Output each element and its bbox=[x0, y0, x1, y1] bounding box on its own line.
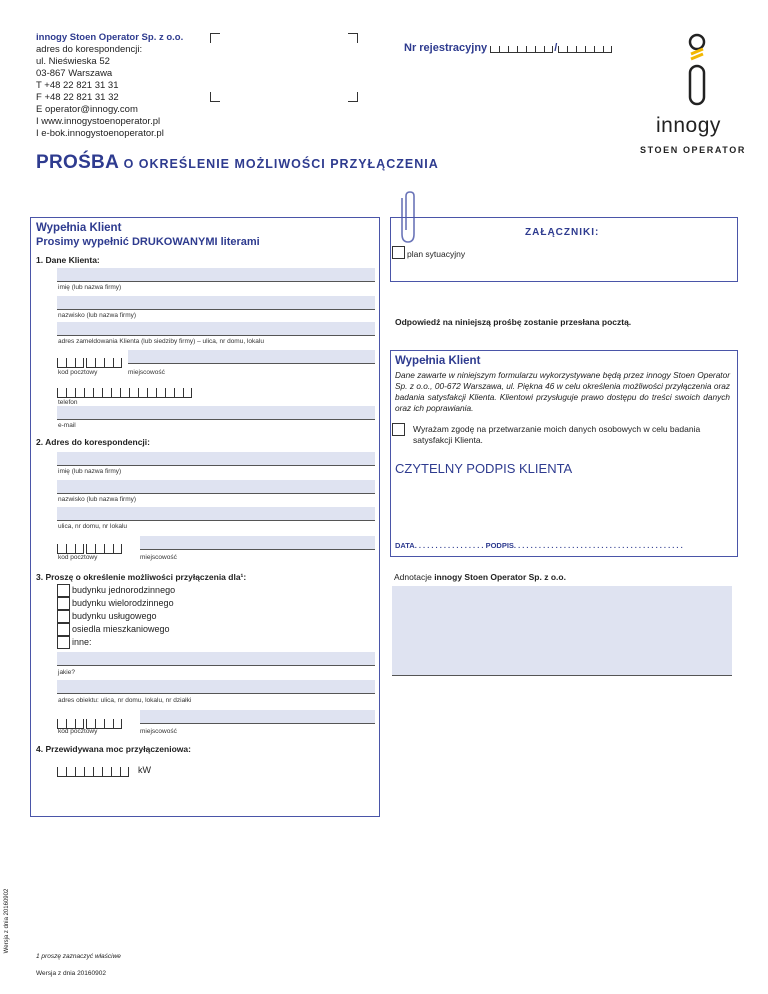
company-line: adres do korespondencji: bbox=[36, 44, 143, 55]
field-caption: adres zameldowania Klienta (lub siedziby firmy) – ulica, nr domu, lokalu bbox=[58, 338, 264, 345]
corr-name-field[interactable] bbox=[57, 452, 375, 466]
company-line: I e-bok.innogystoenoperator.pl bbox=[36, 128, 164, 139]
signature-title: CZYTELNY PODPIS KLIENTA bbox=[395, 461, 573, 476]
object-city-field[interactable] bbox=[140, 710, 375, 724]
version-text: Wersja z dnia 20160902 bbox=[36, 970, 106, 977]
corr-street-field[interactable] bbox=[57, 507, 375, 521]
checkbox-single-family[interactable] bbox=[57, 584, 70, 597]
client-city-field[interactable] bbox=[128, 350, 375, 364]
client-address-field[interactable] bbox=[57, 322, 375, 336]
field-caption: miejscowość bbox=[140, 728, 177, 735]
company-name: innogy Stoen Operator Sp. z o.o. bbox=[36, 32, 184, 43]
company-line: 03-867 Warszawa bbox=[36, 68, 113, 79]
logo-subtitle: STOEN OPERATOR bbox=[640, 145, 746, 155]
company-line: F +48 22 821 31 32 bbox=[36, 92, 119, 103]
corr-city-field[interactable] bbox=[140, 536, 375, 550]
registration-input-1[interactable] bbox=[490, 44, 553, 53]
field-caption: miejscowość bbox=[128, 369, 165, 376]
corr-surname-field[interactable] bbox=[57, 480, 375, 494]
checkbox-consent[interactable] bbox=[392, 423, 405, 436]
company-line: ul. Nieświeska 52 bbox=[36, 56, 110, 67]
corner-mark bbox=[210, 92, 220, 102]
registration-input-2[interactable] bbox=[558, 44, 612, 53]
checkbox-multi-family[interactable] bbox=[57, 597, 70, 610]
checkbox-service-building[interactable] bbox=[57, 610, 70, 623]
corner-mark bbox=[348, 33, 358, 43]
power-unit: kW bbox=[138, 765, 151, 775]
registration-separator: / bbox=[554, 42, 558, 54]
option-label: budynku wielorodzinnego bbox=[72, 598, 174, 608]
section-client-data: 1. Dane Klienta: bbox=[36, 255, 100, 265]
company-info bbox=[36, 32, 183, 140]
client-email-field[interactable] bbox=[57, 406, 375, 420]
section-power: 4. Przewidywana moc przyłączeniowa: bbox=[36, 744, 191, 754]
company-line: E operator@innogy.com bbox=[36, 104, 138, 115]
date-signature-line: DATA. . . . . . . . . . . . . . . . . PODPIS. . . . . . . . . . . . . . . . . . . . . . . . . . . . . . . . . . . . . . . . . bbox=[395, 541, 683, 550]
field-caption: nazwisko (lub nazwa firmy) bbox=[58, 312, 137, 319]
option-label: budynku usługowego bbox=[72, 611, 157, 621]
innogy-logo bbox=[640, 32, 760, 155]
panel-heading: Wypełnia Klient bbox=[36, 222, 122, 234]
registration-label: Nr rejestracyjny bbox=[404, 42, 488, 54]
section-correspondence: 2. Adres do korespondencji: bbox=[36, 437, 150, 447]
checkbox-site-plan[interactable] bbox=[392, 246, 405, 259]
logo-wordmark: innogy bbox=[656, 114, 721, 137]
object-address-field[interactable] bbox=[57, 680, 375, 694]
consent-label: Wyrażam zgodę na przetwarzanie moich danych osobowych w celu badania satysfakcji Klienta. bbox=[413, 424, 701, 445]
field-caption: e-mail bbox=[58, 422, 76, 429]
checkbox-housing-estate[interactable] bbox=[57, 623, 70, 636]
option-label: osiedla mieszkaniowego bbox=[72, 624, 170, 634]
attachments-heading: ZAŁĄCZNIKI: bbox=[525, 227, 600, 238]
client-surname-field[interactable] bbox=[57, 296, 375, 310]
corner-mark bbox=[210, 33, 220, 43]
company-line: T +48 22 821 31 31 bbox=[36, 80, 119, 91]
panel-subheading: Prosimy wypełnić DRUKOWANYMI literami bbox=[36, 236, 260, 248]
annotations-label bbox=[394, 572, 566, 582]
field-caption: kod pocztowy bbox=[58, 728, 98, 735]
title-main: PROŚBA bbox=[36, 152, 120, 173]
option-label: budynku jednorodzinnego bbox=[72, 585, 176, 595]
field-caption: jakie? bbox=[58, 669, 75, 676]
consent-heading: Wypełnia Klient bbox=[395, 355, 481, 367]
reply-note: Odpowiedź na niniejszą prośbę zostanie przesłana pocztą. bbox=[395, 317, 632, 327]
data-processing-info: Dane zawarte w niniejszym formularzu wykorzystywane będą przez innogy Stoen Operator Sp. z o.o., 00-672 Warszawa, ul. Piękna 46 w celu określenia możliwości przyłączenia oraz badania satysfakcji Klienta. Klientowi przysługuje prawo dostępu do treści swoich danych oraz ich poprawiania. bbox=[395, 370, 730, 413]
checkbox-other[interactable] bbox=[57, 636, 70, 649]
other-description-field[interactable] bbox=[57, 652, 375, 666]
footnote: 1 proszę zaznaczyć właściwe bbox=[36, 953, 121, 960]
field-caption: ulica, nr domu, nr lokalu bbox=[58, 523, 128, 530]
attachment-label: plan sytuacyjny bbox=[407, 249, 466, 259]
field-caption: telefon bbox=[58, 399, 78, 406]
annotations-label-text: Adnotacje bbox=[394, 572, 432, 582]
annotations-company: innogy Stoen Operator Sp. z o.o. bbox=[434, 572, 566, 582]
section-connection-type: 3. Proszę o określenie możliwości przyłączenia dla¹: bbox=[36, 572, 247, 582]
field-caption: imię (lub nazwa firmy) bbox=[58, 284, 122, 291]
client-name-field[interactable] bbox=[57, 268, 375, 282]
power-input[interactable] bbox=[57, 764, 129, 782]
page-title bbox=[36, 152, 439, 174]
field-caption: kod pocztowy bbox=[58, 369, 98, 376]
corner-mark bbox=[348, 92, 358, 102]
field-caption: nazwisko (lub nazwa firmy) bbox=[58, 496, 137, 503]
company-line: I www.innogystoenoperator.pl bbox=[36, 116, 161, 127]
version-side-text: Wersja z dnia 20160902 bbox=[4, 888, 10, 954]
field-caption: kod pocztowy bbox=[58, 554, 98, 561]
option-label: inne: bbox=[72, 637, 92, 647]
field-caption: adres obiektu: ulica, nr domu, lokalu, nr działki bbox=[58, 697, 192, 704]
registration-number bbox=[404, 42, 612, 54]
field-caption: imię (lub nazwa firmy) bbox=[58, 468, 122, 475]
field-caption: miejscowość bbox=[140, 554, 177, 561]
title-rest: O OKREŚLENIE MOŻLIWOŚCI PRZYŁĄCZENIA bbox=[119, 157, 439, 171]
annotations-box[interactable] bbox=[392, 586, 732, 676]
innogy-logo-icon bbox=[685, 32, 725, 112]
